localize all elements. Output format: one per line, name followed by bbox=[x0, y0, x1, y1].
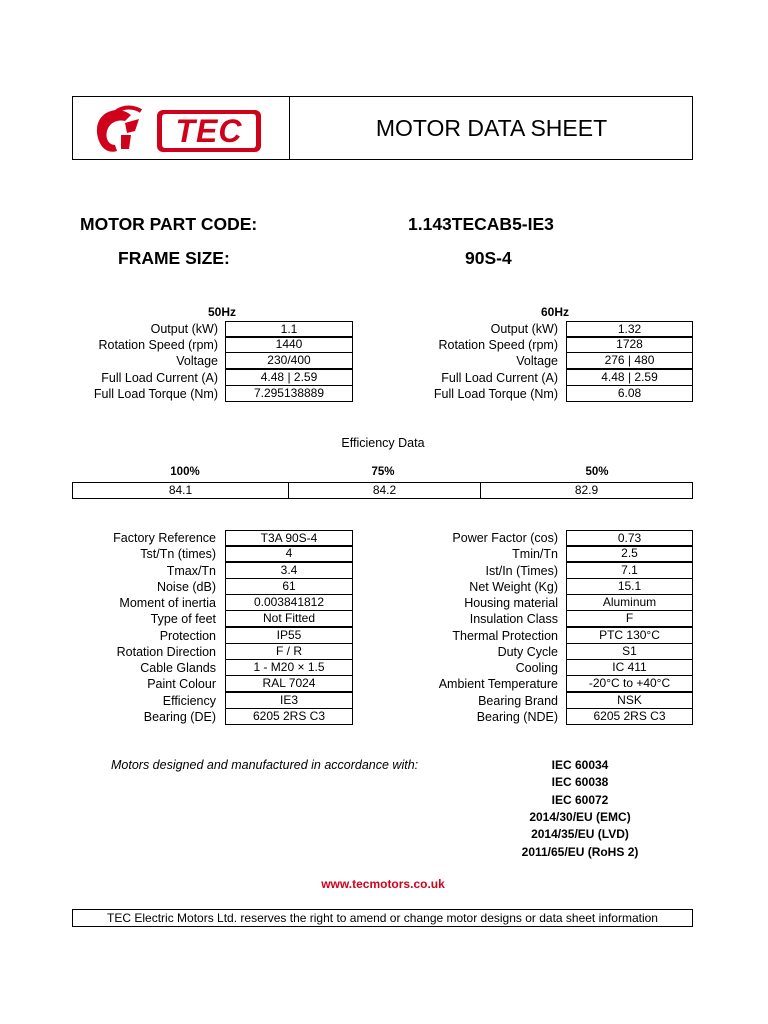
efficiency-title: Efficiency Data bbox=[341, 436, 425, 450]
standard-item: IEC 60034 bbox=[551, 758, 609, 772]
row-60hz-label: Rotation Speed (rpm) bbox=[438, 338, 558, 353]
spec-left-label: Tmax/Tn bbox=[166, 563, 216, 578]
row-60hz-value: 4.48 | 2.59 bbox=[566, 369, 693, 386]
spec-left-label: Cable Glands bbox=[140, 661, 216, 675]
spec-right-value: F bbox=[566, 610, 693, 627]
frame-size-value: 90S-4 bbox=[465, 248, 512, 268]
row-50hz-value: 1440 bbox=[225, 336, 353, 353]
spec-right-label: Net Weight (Kg) bbox=[469, 579, 558, 594]
spec-left-value: RAL 7024 bbox=[225, 675, 353, 692]
efficiency-heading-50: 50% bbox=[585, 466, 609, 478]
spec-right-label: Housing material bbox=[464, 596, 558, 610]
spec-right-value: 2.5 bbox=[566, 545, 693, 562]
spec-right-label: Cooling bbox=[515, 661, 558, 675]
spec-right-label: Insulation Class bbox=[469, 612, 558, 627]
spec-left-label: Protection bbox=[159, 628, 216, 643]
row-60hz-label: Full Load Current (A) bbox=[441, 370, 558, 385]
logo-text: TEC bbox=[175, 113, 243, 149]
row-50hz-label: Output (kW) bbox=[150, 322, 218, 336]
spec-right-label: Bearing Brand bbox=[478, 693, 558, 708]
spec-left-value: 3.4 bbox=[225, 562, 353, 579]
spec-right-value: S1 bbox=[566, 643, 693, 660]
standard-item: IEC 60072 bbox=[551, 792, 609, 807]
row-50hz-label: Full Load Current (A) bbox=[101, 370, 218, 385]
row-60hz-value: 1.32 bbox=[566, 321, 693, 338]
row-60hz-value: 1728 bbox=[566, 336, 693, 353]
row-50hz-value: 7.295138889 bbox=[225, 385, 353, 402]
spec-right-value: 7.1 bbox=[566, 562, 693, 579]
spec-left-value: IE3 bbox=[225, 692, 353, 709]
spec-left-label: Paint Colour bbox=[147, 677, 216, 692]
row-50hz-label: Rotation Speed (rpm) bbox=[98, 338, 218, 353]
row-60hz-label: Output (kW) bbox=[490, 322, 558, 336]
spec-left-label: Moment of inertia bbox=[119, 596, 216, 610]
footer-disclaimer: TEC Electric Motors Ltd. reserves the right to amend or change motor designs or data sheet information bbox=[72, 909, 693, 927]
heading-60hz: 60Hz bbox=[540, 305, 569, 319]
row-60hz-label: Full Load Torque (Nm) bbox=[433, 386, 558, 401]
row-50hz-value: 1.1 bbox=[225, 321, 353, 338]
efficiency-value-100: 84.1 bbox=[73, 483, 289, 498]
row-60hz-value: 6.08 bbox=[566, 385, 693, 402]
spec-left-label: Factory Reference bbox=[113, 531, 216, 545]
spec-left-value: 1 - M20 × 1.5 bbox=[225, 659, 353, 676]
spec-right-value: PTC 130°C bbox=[566, 627, 693, 644]
spec-left-label: Bearing (DE) bbox=[143, 709, 216, 724]
spec-right-label: Ist/In (Times) bbox=[485, 563, 558, 578]
compliance-statement: Motors designed and manufactured in accordance with: bbox=[111, 758, 419, 772]
spec-left-value: T3A 90S-4 bbox=[225, 530, 353, 547]
spec-right-value: Aluminum bbox=[566, 594, 693, 611]
spec-right-value: NSK bbox=[566, 692, 693, 709]
spec-right-value: 0.73 bbox=[566, 530, 693, 547]
header-box bbox=[72, 96, 693, 160]
row-60hz-label: Voltage bbox=[516, 354, 558, 369]
efficiency-heading-100: 100% bbox=[170, 466, 200, 478]
row-50hz-value: 230/400 bbox=[225, 352, 353, 369]
spec-left-value: 4 bbox=[225, 545, 353, 562]
spec-left-value: F / R bbox=[225, 643, 353, 660]
spec-left-label: Tst/Tn (times) bbox=[140, 547, 216, 562]
part-code-label: MOTOR PART CODE: bbox=[80, 214, 258, 234]
spec-left-label: Type of feet bbox=[150, 612, 216, 627]
efficiency-heading-75: 75% bbox=[371, 466, 395, 478]
efficiency-row bbox=[72, 482, 693, 499]
spec-left-value: 6205 2RS C3 bbox=[225, 708, 353, 725]
spec-right-value: 15.1 bbox=[566, 578, 693, 595]
standard-item: 2014/30/EU (EMC) bbox=[529, 809, 631, 824]
row-50hz-value: 4.48 | 2.59 bbox=[225, 369, 353, 386]
spec-right-label: Ambient Temperature bbox=[438, 677, 558, 692]
efficiency-value-50: 82.9 bbox=[574, 483, 599, 497]
standard-item: 2014/35/EU (LVD) bbox=[531, 827, 629, 842]
tec-logo bbox=[91, 101, 271, 157]
standard-item: 2011/65/EU (RoHS 2) bbox=[521, 844, 639, 859]
spec-right-label: Duty Cycle bbox=[497, 644, 558, 659]
spec-left-label: Noise (dB) bbox=[156, 579, 216, 594]
document-title: MOTOR DATA SHEET bbox=[375, 115, 608, 141]
part-code-value: 1.143TECAB5-IE3 bbox=[408, 214, 554, 234]
spec-left-value: 0.003841812 bbox=[225, 594, 353, 611]
row-50hz-label: Voltage bbox=[176, 354, 218, 369]
efficiency-value-75: 84.2 bbox=[289, 483, 481, 498]
spec-right-label: Thermal Protection bbox=[452, 628, 558, 643]
spec-left-value: 61 bbox=[225, 578, 353, 595]
spec-right-value: IC 411 bbox=[566, 659, 693, 676]
row-50hz-label: Full Load Torque (Nm) bbox=[93, 386, 218, 401]
spec-right-label: Tmin/Tn bbox=[512, 547, 558, 562]
spec-right-label: Bearing (NDE) bbox=[476, 709, 558, 724]
spec-right-value: 6205 2RS C3 bbox=[566, 708, 693, 725]
spec-left-value: Not Fitted bbox=[225, 610, 353, 627]
row-60hz-value: 276 | 480 bbox=[566, 352, 693, 369]
website-link[interactable]: www.tecmotors.co.uk bbox=[321, 877, 445, 891]
spec-left-label: Rotation Direction bbox=[116, 644, 216, 659]
spec-left-label: Efficiency bbox=[162, 693, 216, 708]
spec-left-value: IP55 bbox=[225, 627, 353, 644]
standard-item: IEC 60038 bbox=[551, 775, 609, 790]
heading-50hz: 50Hz bbox=[207, 305, 236, 319]
spec-right-value: -20°C to +40°C bbox=[566, 675, 693, 692]
frame-size-label: FRAME SIZE: bbox=[118, 248, 230, 268]
spec-right-label: Power Factor (cos) bbox=[452, 531, 558, 545]
